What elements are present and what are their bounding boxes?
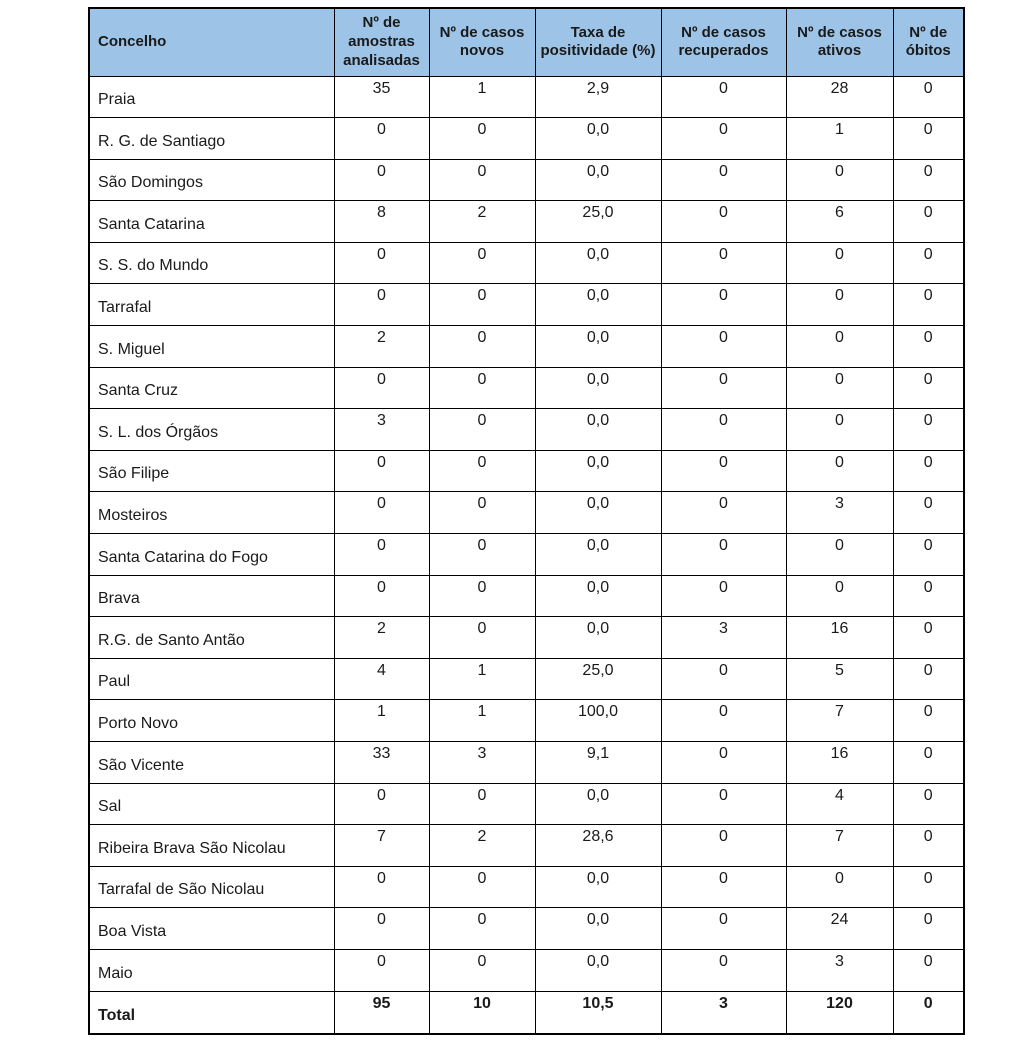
concelho-cell: Santa Catarina do Fogo <box>89 534 334 576</box>
value-cell: 0 <box>334 450 429 492</box>
concelho-cell: S. L. dos Órgãos <box>89 409 334 451</box>
value-cell: 100,0 <box>535 700 661 742</box>
value-cell: 120 <box>786 991 893 1034</box>
concelho-cell: Tarrafal de São Nicolau <box>89 866 334 908</box>
table-row <box>89 534 964 576</box>
value-cell: 0 <box>893 783 964 825</box>
table-row <box>89 450 964 492</box>
value-cell: 0 <box>893 118 964 160</box>
value-cell: 33 <box>334 742 429 784</box>
value-cell: 8 <box>334 201 429 243</box>
value-cell: 0 <box>786 534 893 576</box>
value-cell: 0 <box>893 201 964 243</box>
value-cell: 24 <box>786 908 893 950</box>
table-row <box>89 866 964 908</box>
value-cell: 0 <box>429 159 535 201</box>
table-row <box>89 242 964 284</box>
value-cell: 0 <box>893 866 964 908</box>
value-cell: 0,0 <box>535 159 661 201</box>
value-cell: 0 <box>661 201 786 243</box>
value-cell: 0 <box>334 866 429 908</box>
table-row <box>89 617 964 659</box>
value-cell: 0 <box>661 700 786 742</box>
value-cell: 0 <box>661 534 786 576</box>
concelho-covid-table <box>88 7 965 1035</box>
value-cell: 0 <box>661 450 786 492</box>
value-cell: 0 <box>334 284 429 326</box>
col-header-casos-novos: Nº de casos novos <box>429 8 535 76</box>
value-cell: 2,9 <box>535 76 661 118</box>
value-cell: 9,1 <box>535 742 661 784</box>
value-cell: 0 <box>334 534 429 576</box>
concelho-cell: Praia <box>89 76 334 118</box>
value-cell: 0 <box>893 326 964 368</box>
value-cell: 4 <box>786 783 893 825</box>
table-row <box>89 908 964 950</box>
value-cell: 0 <box>334 118 429 160</box>
value-cell: 0 <box>429 783 535 825</box>
value-cell: 3 <box>661 991 786 1034</box>
value-cell: 0 <box>893 991 964 1034</box>
table-row <box>89 658 964 700</box>
value-cell: 0,0 <box>535 118 661 160</box>
value-cell: 0 <box>661 658 786 700</box>
value-cell: 0 <box>786 450 893 492</box>
concelho-cell: Boa Vista <box>89 908 334 950</box>
value-cell: 0,0 <box>535 617 661 659</box>
value-cell: 25,0 <box>535 658 661 700</box>
col-header-obitos: Nº de óbitos <box>893 8 964 76</box>
value-cell: 3 <box>661 617 786 659</box>
value-cell: 0 <box>429 409 535 451</box>
value-cell: 3 <box>429 742 535 784</box>
concelho-cell: Tarrafal <box>89 284 334 326</box>
value-cell: 0 <box>334 949 429 991</box>
value-cell: 0 <box>429 949 535 991</box>
value-cell: 0 <box>661 76 786 118</box>
table-row <box>89 700 964 742</box>
concelho-cell: São Vicente <box>89 742 334 784</box>
concelho-cell: S. S. do Mundo <box>89 242 334 284</box>
value-cell: 0,0 <box>535 575 661 617</box>
value-cell: 0 <box>661 825 786 867</box>
value-cell: 0 <box>429 866 535 908</box>
value-cell: 1 <box>429 658 535 700</box>
value-cell: 1 <box>334 700 429 742</box>
value-cell: 3 <box>786 492 893 534</box>
value-cell: 0 <box>334 367 429 409</box>
value-cell: 0 <box>334 783 429 825</box>
value-cell: 10,5 <box>535 991 661 1034</box>
table-row <box>89 492 964 534</box>
value-cell: 1 <box>786 118 893 160</box>
table-row <box>89 783 964 825</box>
value-cell: 0 <box>661 949 786 991</box>
concelho-cell: São Domingos <box>89 159 334 201</box>
value-cell: 0 <box>786 326 893 368</box>
value-cell: 0 <box>893 658 964 700</box>
table-row <box>89 118 964 160</box>
value-cell: 0 <box>786 866 893 908</box>
concelho-cell: Mosteiros <box>89 492 334 534</box>
table-row <box>89 949 964 991</box>
value-cell: 0 <box>429 492 535 534</box>
value-cell: 0 <box>893 409 964 451</box>
value-cell: 3 <box>786 949 893 991</box>
value-cell: 0,0 <box>535 534 661 576</box>
value-cell: 0 <box>661 242 786 284</box>
value-cell: 0 <box>661 159 786 201</box>
value-cell: 25,0 <box>535 201 661 243</box>
value-cell: 0,0 <box>535 492 661 534</box>
value-cell: 0 <box>786 242 893 284</box>
value-cell: 0 <box>429 326 535 368</box>
value-cell: 0 <box>661 575 786 617</box>
value-cell: 2 <box>334 326 429 368</box>
table-row <box>89 326 964 368</box>
value-cell: 2 <box>429 825 535 867</box>
value-cell: 0 <box>786 409 893 451</box>
value-cell: 0 <box>661 118 786 160</box>
concelho-cell: S. Miguel <box>89 326 334 368</box>
value-cell: 0 <box>893 159 964 201</box>
col-header-casos-ativos: Nº de casos ativos <box>786 8 893 76</box>
concelho-cell: Sal <box>89 783 334 825</box>
concelho-cell: Paul <box>89 658 334 700</box>
table-row <box>89 201 964 243</box>
value-cell: 0 <box>893 575 964 617</box>
value-cell: 7 <box>786 825 893 867</box>
value-cell: 0 <box>661 866 786 908</box>
value-cell: 0 <box>893 450 964 492</box>
value-cell: 28 <box>786 76 893 118</box>
col-header-taxa-positividade: Taxa de positividade (%) <box>535 8 661 76</box>
concelho-cell: São Filipe <box>89 450 334 492</box>
col-header-concelho: Concelho <box>89 8 334 76</box>
concelho-cell: Ribeira Brava São Nicolau <box>89 825 334 867</box>
value-cell: 0,0 <box>535 908 661 950</box>
value-cell: 0 <box>334 575 429 617</box>
value-cell: 0 <box>893 908 964 950</box>
value-cell: 0,0 <box>535 866 661 908</box>
concelho-cell: R. G. de Santiago <box>89 118 334 160</box>
value-cell: 0,0 <box>535 367 661 409</box>
value-cell: 1 <box>429 76 535 118</box>
value-cell: 0,0 <box>535 326 661 368</box>
value-cell: 0 <box>893 76 964 118</box>
value-cell: 0 <box>661 783 786 825</box>
value-cell: 0 <box>661 284 786 326</box>
value-cell: 0 <box>429 118 535 160</box>
col-header-amostras-analisadas: Nº de amostras analisadas <box>334 8 429 76</box>
value-cell: 16 <box>786 617 893 659</box>
concelho-cell: R.G. de Santo Antão <box>89 617 334 659</box>
value-cell: 0 <box>334 159 429 201</box>
value-cell: 7 <box>334 825 429 867</box>
table-row <box>89 76 964 118</box>
value-cell: 0 <box>429 908 535 950</box>
table-row <box>89 825 964 867</box>
value-cell: 0 <box>893 492 964 534</box>
value-cell: 0,0 <box>535 284 661 326</box>
table-row <box>89 159 964 201</box>
value-cell: 0 <box>786 159 893 201</box>
value-cell: 0 <box>334 242 429 284</box>
value-cell: 35 <box>334 76 429 118</box>
value-cell: 2 <box>334 617 429 659</box>
value-cell: 0 <box>893 617 964 659</box>
concelho-cell: Santa Cruz <box>89 367 334 409</box>
value-cell: 0 <box>893 949 964 991</box>
concelho-cell: Brava <box>89 575 334 617</box>
value-cell: 0 <box>429 450 535 492</box>
value-cell: 0,0 <box>535 242 661 284</box>
table-row <box>89 575 964 617</box>
value-cell: 0 <box>661 908 786 950</box>
value-cell: 0 <box>786 367 893 409</box>
concelho-cell: Porto Novo <box>89 700 334 742</box>
value-cell: 0,0 <box>535 783 661 825</box>
value-cell: 0,0 <box>535 450 661 492</box>
table-body <box>89 76 964 1034</box>
value-cell: 0 <box>429 534 535 576</box>
value-cell: 5 <box>786 658 893 700</box>
value-cell: 0 <box>334 492 429 534</box>
value-cell: 0 <box>334 908 429 950</box>
value-cell: 4 <box>334 658 429 700</box>
value-cell: 0 <box>893 367 964 409</box>
value-cell: 0 <box>429 575 535 617</box>
concelho-cell: Maio <box>89 949 334 991</box>
value-cell: 0 <box>661 742 786 784</box>
value-cell: 0 <box>429 367 535 409</box>
value-cell: 16 <box>786 742 893 784</box>
value-cell: 0 <box>429 242 535 284</box>
value-cell: 2 <box>429 201 535 243</box>
value-cell: 7 <box>786 700 893 742</box>
concelho-cell: Total <box>89 991 334 1034</box>
value-cell: 0,0 <box>535 949 661 991</box>
table-row <box>89 742 964 784</box>
value-cell: 0 <box>429 284 535 326</box>
header-row <box>89 8 964 76</box>
value-cell: 0 <box>893 825 964 867</box>
value-cell: 0 <box>429 617 535 659</box>
value-cell: 0 <box>661 367 786 409</box>
table-row <box>89 284 964 326</box>
value-cell: 0 <box>893 700 964 742</box>
value-cell: 1 <box>429 700 535 742</box>
value-cell: 0 <box>661 326 786 368</box>
value-cell: 0,0 <box>535 409 661 451</box>
value-cell: 0 <box>893 284 964 326</box>
value-cell: 28,6 <box>535 825 661 867</box>
value-cell: 0 <box>893 242 964 284</box>
value-cell: 6 <box>786 201 893 243</box>
col-header-casos-recuperados: Nº de casos recuperados <box>661 8 786 76</box>
value-cell: 0 <box>893 742 964 784</box>
value-cell: 95 <box>334 991 429 1034</box>
concelho-cell: Santa Catarina <box>89 201 334 243</box>
value-cell: 0 <box>786 284 893 326</box>
value-cell: 0 <box>661 492 786 534</box>
value-cell: 10 <box>429 991 535 1034</box>
total-row <box>89 991 964 1034</box>
value-cell: 3 <box>334 409 429 451</box>
value-cell: 0 <box>893 534 964 576</box>
value-cell: 0 <box>786 575 893 617</box>
table-header <box>89 8 964 76</box>
value-cell: 0 <box>661 409 786 451</box>
table-row <box>89 367 964 409</box>
table-row <box>89 409 964 451</box>
